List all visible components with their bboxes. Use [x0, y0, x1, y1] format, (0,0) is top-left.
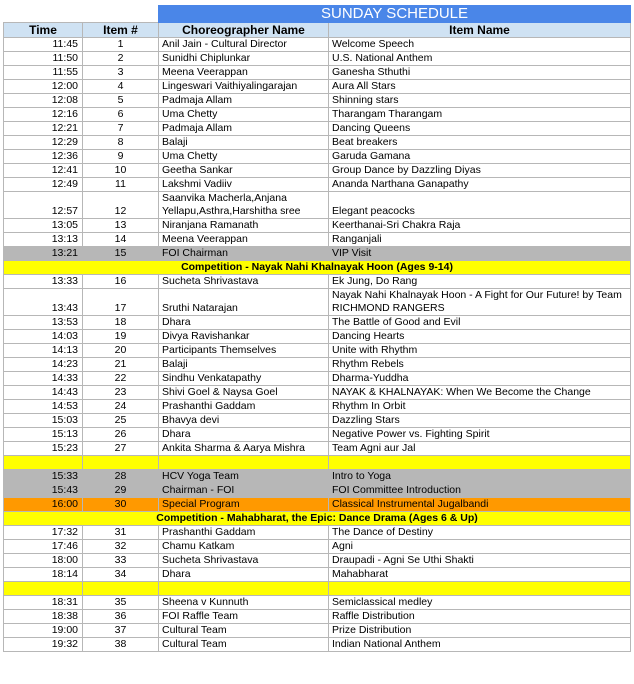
- choreographer-cell[interactable]: Meena Veerappan: [159, 233, 329, 247]
- choreographer-cell[interactable]: Sunidhi Chiplunkar: [159, 52, 329, 66]
- time-cell[interactable]: 18:38: [4, 610, 83, 624]
- choreographer-cell[interactable]: Lingeswari Vaithiyalingarajan: [159, 80, 329, 94]
- time-cell[interactable]: 12:08: [4, 94, 83, 108]
- item-name-cell[interactable]: Unite with Rhythm: [329, 344, 631, 358]
- separator-cell: [159, 456, 329, 470]
- schedule-row: [4, 247, 631, 261]
- item-number-cell[interactable]: 14: [83, 233, 159, 247]
- item-number-cell[interactable]: 15: [83, 247, 159, 261]
- time-cell[interactable]: 13:05: [4, 219, 83, 233]
- choreographer-cell[interactable]: Lakshmi Vadiiv: [159, 178, 329, 192]
- item-number-cell[interactable]: 21: [83, 358, 159, 372]
- choreographer-cell[interactable]: Sucheta Shrivastava: [159, 554, 329, 568]
- schedule-row: [4, 540, 631, 554]
- item-name-cell[interactable]: Dancing Hearts: [329, 330, 631, 344]
- item-number-cell[interactable]: 18: [83, 316, 159, 330]
- schedule-row: [4, 442, 631, 456]
- schedule-row: [4, 233, 631, 247]
- choreographer-cell[interactable]: Divya Ravishankar: [159, 330, 329, 344]
- item-name-cell[interactable]: Dharma-Yuddha: [329, 372, 631, 386]
- section-banner: Competition - Mahabharat, the Epic: Dance Drama (Ages 6 & Up): [4, 512, 631, 526]
- title-row: [4, 6, 631, 23]
- item-number-cell[interactable]: 34: [83, 568, 159, 582]
- schedule-row: [4, 596, 631, 610]
- time-cell[interactable]: 11:55: [4, 66, 83, 80]
- schedule-title: SUNDAY SCHEDULE: [159, 6, 631, 23]
- schedule-body: [4, 38, 631, 652]
- schedule-row: [4, 136, 631, 150]
- time-cell[interactable]: 18:31: [4, 596, 83, 610]
- item-number-cell[interactable]: 6: [83, 108, 159, 122]
- item-number-cell[interactable]: 38: [83, 638, 159, 652]
- schedule-row: [4, 568, 631, 582]
- choreographer-cell[interactable]: Anil Jain - Cultural Director: [159, 38, 329, 52]
- item-number-cell[interactable]: 2: [83, 52, 159, 66]
- time-cell[interactable]: 15:43: [4, 484, 83, 498]
- separator-cell: [4, 456, 83, 470]
- schedule-row: [4, 38, 631, 52]
- choreographer-cell[interactable]: Dhara: [159, 428, 329, 442]
- separator-cell: [4, 582, 83, 596]
- item-number-cell[interactable]: 28: [83, 470, 159, 484]
- column-header-time[interactable]: Time: [4, 23, 83, 38]
- item-number-cell[interactable]: 24: [83, 400, 159, 414]
- choreographer-cell[interactable]: Sucheta Shrivastava: [159, 275, 329, 289]
- time-cell[interactable]: 14:43: [4, 386, 83, 400]
- item-number-cell[interactable]: 16: [83, 275, 159, 289]
- schedule-row: [4, 498, 631, 512]
- time-cell[interactable]: 13:33: [4, 275, 83, 289]
- choreographer-cell[interactable]: Shivi Goel & Naysa Goel: [159, 386, 329, 400]
- time-cell[interactable]: 18:14: [4, 568, 83, 582]
- choreographer-cell[interactable]: Niranjana Ramanath: [159, 219, 329, 233]
- item-name-cell[interactable]: Elegant peacocks: [329, 192, 631, 219]
- item-number-cell[interactable]: 19: [83, 330, 159, 344]
- schedule-row: [4, 275, 631, 289]
- item-name-cell[interactable]: Negative Power vs. Fighting Spirit: [329, 428, 631, 442]
- item-number-cell[interactable]: 26: [83, 428, 159, 442]
- header-row: [4, 23, 631, 38]
- item-name-cell[interactable]: Prize Distribution: [329, 624, 631, 638]
- item-name-cell[interactable]: Beat breakers: [329, 136, 631, 150]
- time-cell[interactable]: 19:32: [4, 638, 83, 652]
- schedule-row: [4, 414, 631, 428]
- section-banner: Competition - Nayak Nahi Khalnayak Hoon (Ages 9-14): [4, 261, 631, 275]
- time-cell[interactable]: 12:21: [4, 122, 83, 136]
- choreographer-cell[interactable]: FOI Chairman: [159, 247, 329, 261]
- column-header-choreographer[interactable]: Choreographer Name: [159, 23, 329, 38]
- schedule-row: [4, 94, 631, 108]
- choreographer-cell[interactable]: Ankita Sharma & Aarya Mishra: [159, 442, 329, 456]
- item-name-cell[interactable]: Rhythm Rebels: [329, 358, 631, 372]
- item-number-cell[interactable]: 22: [83, 372, 159, 386]
- item-name-cell[interactable]: Classical Instrumental Jugalbandi: [329, 498, 631, 512]
- time-cell[interactable]: 13:21: [4, 247, 83, 261]
- item-name-cell[interactable]: Keerthanai-Sri Chakra Raja: [329, 219, 631, 233]
- item-name-cell[interactable]: Aura All Stars: [329, 80, 631, 94]
- schedule-row: [4, 372, 631, 386]
- section-banner-row: [4, 261, 631, 275]
- time-cell[interactable]: 12:49: [4, 178, 83, 192]
- item-name-cell[interactable]: Group Dance by Dazzling Diyas: [329, 164, 631, 178]
- time-cell[interactable]: 13:43: [4, 289, 83, 316]
- time-cell[interactable]: 14:03: [4, 330, 83, 344]
- column-header-item-name[interactable]: Item Name: [329, 23, 631, 38]
- schedule-sheet: [3, 5, 630, 652]
- choreographer-cell[interactable]: Geetha Sankar: [159, 164, 329, 178]
- choreographer-cell[interactable]: Padmaja Allam: [159, 94, 329, 108]
- choreographer-cell[interactable]: Chairman - FOI: [159, 484, 329, 498]
- time-cell[interactable]: 12:00: [4, 80, 83, 94]
- choreographer-cell[interactable]: Meena Veerappan: [159, 66, 329, 80]
- schedule-row: [4, 192, 631, 219]
- separator-cell: [159, 582, 329, 596]
- item-number-cell[interactable]: 5: [83, 94, 159, 108]
- item-name-cell[interactable]: Agni: [329, 540, 631, 554]
- separator-row: [4, 456, 631, 470]
- item-number-cell[interactable]: 30: [83, 498, 159, 512]
- schedule-row: [4, 344, 631, 358]
- choreographer-cell[interactable]: Balaji: [159, 358, 329, 372]
- time-cell[interactable]: 17:32: [4, 526, 83, 540]
- item-name-cell[interactable]: Ek Jung, Do Rang: [329, 275, 631, 289]
- item-name-cell[interactable]: Ranganjali: [329, 233, 631, 247]
- item-number-cell[interactable]: 13: [83, 219, 159, 233]
- choreographer-cell[interactable]: Balaji: [159, 136, 329, 150]
- time-cell[interactable]: 15:33: [4, 470, 83, 484]
- item-number-cell[interactable]: 8: [83, 136, 159, 150]
- time-cell[interactable]: 12:29: [4, 136, 83, 150]
- item-name-cell[interactable]: The Battle of Good and Evil: [329, 316, 631, 330]
- item-number-cell[interactable]: 11: [83, 178, 159, 192]
- schedule-row: [4, 428, 631, 442]
- separator-cell: [329, 456, 631, 470]
- section-banner-row: [4, 512, 631, 526]
- item-name-cell[interactable]: Ananda Narthana Ganapathy: [329, 178, 631, 192]
- item-number-cell[interactable]: 27: [83, 442, 159, 456]
- item-number-cell[interactable]: 31: [83, 526, 159, 540]
- item-name-cell[interactable]: FOI Committee Introduction: [329, 484, 631, 498]
- item-name-cell[interactable]: Garuda Gamana: [329, 150, 631, 164]
- item-name-cell[interactable]: Rhythm In Orbit: [329, 400, 631, 414]
- item-name-cell[interactable]: NAYAK & KHALNAYAK: When We Become the Change: [329, 386, 631, 400]
- choreographer-cell[interactable]: Prashanthi Gaddam: [159, 400, 329, 414]
- item-number-cell[interactable]: 36: [83, 610, 159, 624]
- schedule-row: [4, 316, 631, 330]
- item-number-cell[interactable]: 37: [83, 624, 159, 638]
- item-number-cell[interactable]: 29: [83, 484, 159, 498]
- time-cell[interactable]: 12:57: [4, 192, 83, 219]
- time-cell[interactable]: 12:41: [4, 164, 83, 178]
- choreographer-cell[interactable]: Saanvika Macherla,Anjana Yellapu,Asthra,Harshitha sree: [159, 192, 329, 219]
- choreographer-cell[interactable]: HCV Yoga Team: [159, 470, 329, 484]
- item-number-cell[interactable]: 1: [83, 38, 159, 52]
- separator-cell: [83, 456, 159, 470]
- schedule-row: [4, 610, 631, 624]
- schedule-row: [4, 80, 631, 94]
- item-number-cell[interactable]: 9: [83, 150, 159, 164]
- item-name-cell[interactable]: Dancing Queens: [329, 122, 631, 136]
- choreographer-cell[interactable]: Dhara: [159, 568, 329, 582]
- item-number-cell[interactable]: 23: [83, 386, 159, 400]
- schedule-row: [4, 526, 631, 540]
- time-cell[interactable]: 14:13: [4, 344, 83, 358]
- time-cell[interactable]: 13:53: [4, 316, 83, 330]
- item-name-cell[interactable]: Shinning stars: [329, 94, 631, 108]
- item-number-cell[interactable]: 25: [83, 414, 159, 428]
- item-name-cell[interactable]: Draupadi - Agni Se Uthi Shakti: [329, 554, 631, 568]
- choreographer-cell[interactable]: Sruthi Natarajan: [159, 289, 329, 316]
- item-name-cell[interactable]: Dazzling Stars: [329, 414, 631, 428]
- time-cell[interactable]: 11:50: [4, 52, 83, 66]
- item-name-cell[interactable]: Tharangam Tharangam: [329, 108, 631, 122]
- schedule-row: [4, 178, 631, 192]
- schedule-row: [4, 52, 631, 66]
- schedule-row: [4, 164, 631, 178]
- choreographer-cell[interactable]: Sindhu Venkatapathy: [159, 372, 329, 386]
- time-cell[interactable]: 11:45: [4, 38, 83, 52]
- item-name-cell[interactable]: Mahabharat: [329, 568, 631, 582]
- schedule-row: [4, 150, 631, 164]
- schedule-row: [4, 484, 631, 498]
- choreographer-cell[interactable]: Special Program: [159, 498, 329, 512]
- time-cell[interactable]: 15:03: [4, 414, 83, 428]
- time-cell[interactable]: 15:13: [4, 428, 83, 442]
- time-cell[interactable]: 14:23: [4, 358, 83, 372]
- item-name-cell[interactable]: Semiclassical medley: [329, 596, 631, 610]
- item-name-cell[interactable]: Intro to Yoga: [329, 470, 631, 484]
- item-name-cell[interactable]: Nayak Nahi Khalnayak Hoon - A Fight for Our Future! by Team RICHMOND RANGERS: [329, 289, 631, 316]
- item-name-cell[interactable]: Welcome Speech: [329, 38, 631, 52]
- item-number-cell[interactable]: 20: [83, 344, 159, 358]
- time-cell[interactable]: 15:23: [4, 442, 83, 456]
- schedule-row: [4, 470, 631, 484]
- choreographer-cell[interactable]: Padmaja Allam: [159, 122, 329, 136]
- time-cell[interactable]: 12:36: [4, 150, 83, 164]
- time-cell[interactable]: 16:00: [4, 498, 83, 512]
- item-number-cell[interactable]: 7: [83, 122, 159, 136]
- choreographer-cell[interactable]: Chamu Katkam: [159, 540, 329, 554]
- choreographer-cell[interactable]: Cultural Team: [159, 638, 329, 652]
- schedule-row: [4, 330, 631, 344]
- item-number-cell[interactable]: 32: [83, 540, 159, 554]
- time-cell[interactable]: 13:13: [4, 233, 83, 247]
- item-name-cell[interactable]: VIP Visit: [329, 247, 631, 261]
- choreographer-cell[interactable]: Dhara: [159, 316, 329, 330]
- choreographer-cell[interactable]: Bhavya devi: [159, 414, 329, 428]
- time-cell[interactable]: 14:53: [4, 400, 83, 414]
- choreographer-cell[interactable]: Uma Chetty: [159, 150, 329, 164]
- schedule-table: [3, 5, 631, 652]
- separator-row: [4, 582, 631, 596]
- time-cell[interactable]: 14:33: [4, 372, 83, 386]
- time-cell[interactable]: 17:46: [4, 540, 83, 554]
- item-number-cell[interactable]: 17: [83, 289, 159, 316]
- item-name-cell[interactable]: The Dance of Destiny: [329, 526, 631, 540]
- schedule-row: [4, 386, 631, 400]
- time-cell[interactable]: 19:00: [4, 624, 83, 638]
- item-name-cell[interactable]: Team Agni aur Jal: [329, 442, 631, 456]
- separator-cell: [329, 582, 631, 596]
- item-number-cell[interactable]: 3: [83, 66, 159, 80]
- schedule-row: [4, 66, 631, 80]
- schedule-row: [4, 219, 631, 233]
- choreographer-cell[interactable]: Participants Themselves: [159, 344, 329, 358]
- item-name-cell[interactable]: Raffle Distribution: [329, 610, 631, 624]
- item-number-cell[interactable]: 35: [83, 596, 159, 610]
- schedule-row: [4, 289, 631, 316]
- item-number-cell[interactable]: 10: [83, 164, 159, 178]
- separator-cell: [83, 582, 159, 596]
- time-cell[interactable]: 12:16: [4, 108, 83, 122]
- item-number-cell[interactable]: 12: [83, 192, 159, 219]
- schedule-row: [4, 554, 631, 568]
- column-header-item-number[interactable]: Item #: [83, 23, 159, 38]
- schedule-row: [4, 400, 631, 414]
- item-number-cell[interactable]: 33: [83, 554, 159, 568]
- item-name-cell[interactable]: Indian National Anthem: [329, 638, 631, 652]
- choreographer-cell[interactable]: Sheena v Kunnuth: [159, 596, 329, 610]
- choreographer-cell[interactable]: Uma Chetty: [159, 108, 329, 122]
- choreographer-cell[interactable]: Prashanthi Gaddam: [159, 526, 329, 540]
- title-spacer: [4, 6, 159, 23]
- item-name-cell[interactable]: Ganesha Sthuthi: [329, 66, 631, 80]
- item-name-cell[interactable]: U.S. National Anthem: [329, 52, 631, 66]
- item-number-cell[interactable]: 4: [83, 80, 159, 94]
- schedule-row: [4, 122, 631, 136]
- schedule-row: [4, 624, 631, 638]
- choreographer-cell[interactable]: FOI Raffle Team: [159, 610, 329, 624]
- time-cell[interactable]: 18:00: [4, 554, 83, 568]
- schedule-row: [4, 358, 631, 372]
- schedule-row: [4, 638, 631, 652]
- schedule-row: [4, 108, 631, 122]
- choreographer-cell[interactable]: Cultural Team: [159, 624, 329, 638]
